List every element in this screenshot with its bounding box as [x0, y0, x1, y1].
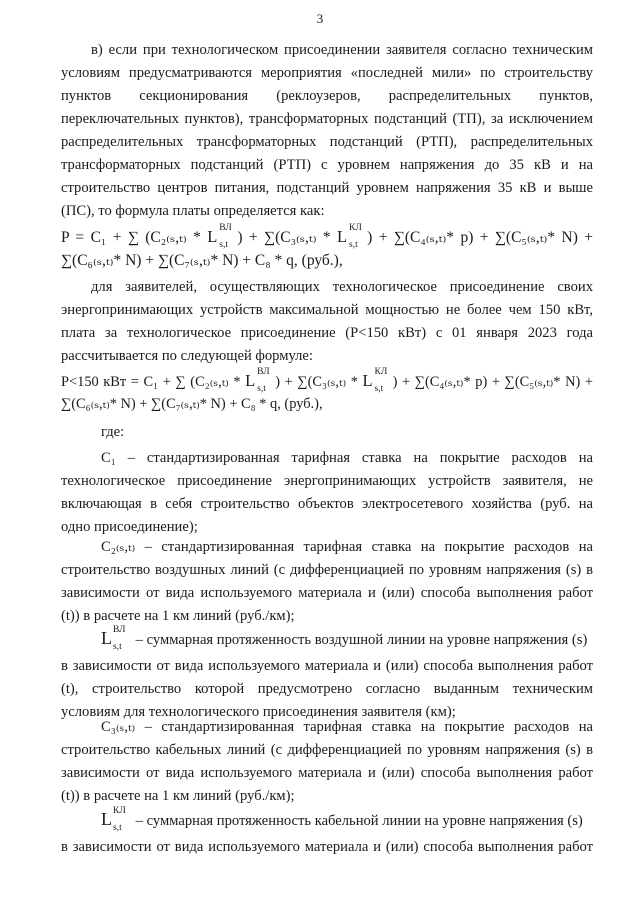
l-letter: L [101, 628, 112, 648]
text-line: для заявителей, осуществляющих технологическое присоединение своих [91, 279, 593, 295]
sub-st: s,t [113, 642, 122, 652]
text-line: зависимости от вида используемого материала и (или) способа выполнения работ [61, 765, 593, 781]
text-line: условиям предусматриваются мероприятия «последней мили» по строительству [61, 65, 593, 81]
sub-st: s,t [113, 823, 122, 833]
sup-vl: ВЛ [113, 625, 126, 635]
formula-part: ) + ∑(C₄₍ₛ,ₜ₎* p) + ∑(C₅₍ₛ,ₜ₎* N) + [367, 229, 593, 246]
sub-st: s,t [374, 384, 384, 394]
text-line: C₂₍ₛ,ₜ₎ – стандартизированная тарифная ставка на покрытие расходов на [101, 539, 593, 555]
definition-l-vl [61, 627, 593, 724]
formula-1 [61, 225, 593, 273]
text-line: технологическое присоединение энергопринимающих устройств заявителя, не [61, 473, 593, 489]
l-letter: L [207, 227, 218, 246]
text-line: включающая в себя строительство объектов электросетевого хозяйства (руб. на [61, 496, 593, 512]
sub-st: s,t [257, 384, 266, 394]
paragraph-v [61, 39, 593, 223]
definition-c3 [61, 716, 593, 808]
text-line [61, 808, 593, 836]
definition-c2 [61, 536, 593, 628]
sub-st: s,t [219, 240, 228, 250]
sup-vl: ВЛ [257, 367, 270, 377]
text-line: в зависимости от вида используемого материала и (или) способа выполнения работ [61, 839, 593, 855]
text-line: энергопринимающих устройств максимальной мощностью не более чем 150 кВт, [61, 302, 593, 318]
definition-l-kl [61, 808, 593, 859]
text-line: условиям для технологического присоединения заявителя (км); [61, 704, 456, 720]
l-vl-symbol [207, 225, 237, 248]
l-letter: L [337, 227, 348, 246]
l-kl-symbol [337, 225, 367, 248]
text-line: одно присоединение); [61, 519, 198, 535]
text-line: где: [101, 424, 125, 440]
text-line: распределительных трансформаторных подстанций (РТП), распределительных [61, 134, 593, 150]
formula-line: ∑(C₆₍ₛ,ₜ₎* N) + ∑(C₇₍ₛ,ₜ₎* N) + C₈ * q, (руб.), [61, 396, 323, 412]
text-line: (t)) в расчете на 1 км линий (руб./км); [61, 788, 295, 804]
text-line: трансформаторных подстанций (РТП) с уровнем напряжения до 35 кВ и на [61, 157, 593, 173]
text-line: (t)) в расчете на 1 км линий (руб./км); [61, 608, 295, 624]
l-letter: L [245, 371, 256, 390]
formula-part: ) + ∑(C₃₍ₛ,ₜ₎ * [275, 374, 363, 390]
sup-kl: КЛ [113, 806, 126, 816]
l-kl-symbol [101, 808, 132, 831]
sub-st: s,t [349, 240, 358, 250]
l-letter: L [101, 809, 112, 829]
page-number: 3 [316, 11, 324, 26]
definition-text: – суммарная протяженность кабельной линии на уровне напряжения (s) [135, 813, 583, 829]
text-line: (ПС), то формула платы определяется как: [61, 203, 325, 219]
text-line: C₃₍ₛ,ₜ₎ – стандартизированная тарифная ставка на покрытие расходов на [101, 719, 593, 735]
text-line: C₁ – стандартизированная тарифная ставка на покрытие расходов на [101, 450, 593, 466]
where-label [61, 421, 593, 444]
l-letter: L [362, 371, 373, 390]
sup-vl: ВЛ [219, 223, 232, 233]
text-line: в) если при технологическом присоединении заявителя согласно техническим [91, 42, 593, 58]
text-line [61, 627, 593, 655]
l-vl-symbol [245, 369, 275, 392]
l-vl-symbol [101, 627, 132, 650]
sup-kl: КЛ [374, 367, 388, 377]
paragraph-applicants [61, 276, 593, 368]
formula-part: ) + ∑(C₄₍ₛ,ₜ₎* p) + ∑(C₅₍ₛ,ₜ₎* N) + [392, 374, 593, 390]
formula-part: ) + ∑(C₃₍ₛ,ₜ₎ * [237, 229, 338, 246]
text-line: зависимости от вида используемого материала и (или) способа выполнения работ [61, 585, 593, 601]
formula-part: P<150 кВт = C₁ + ∑ (C₂₍ₛ,ₜ₎ * [61, 374, 246, 390]
text-line: (t), строительство которой предусмотрено согласно выданным техническим [61, 681, 593, 697]
sup-kl: КЛ [349, 223, 362, 233]
definition-c1 [61, 447, 593, 539]
text-line: строительство кабельных линий (с дифференциацией по уровням напряжения (s) в [61, 742, 593, 758]
formula-line [61, 369, 593, 393]
text-line: плата за технологическое присоединение (P<150 кВт) с 01 января 2023 года [61, 325, 593, 341]
text-line: строительство воздушных линий (с дифференциацией по уровням напряжения (s) в [61, 562, 593, 578]
formula-line [61, 225, 593, 249]
formula-2 [61, 369, 593, 417]
text-line: в зависимости от вида используемого материала и (или) способа выполнения работ [61, 658, 593, 674]
text-line: рассчитывается по следующей формуле: [61, 348, 313, 364]
text-line: пунктов секционирования (реклоузеров, распределительных пунктов, [61, 88, 593, 104]
text-line: переключательных пунктов), трансформаторных подстанций (ТП), за исключением [61, 111, 593, 127]
formula-part: P = C₁ + ∑ (C₂₍ₛ,ₜ₎ * [61, 229, 208, 246]
text-line: строительство центров питания, подстанций уровнем напряжения 35 кВ и выше [61, 180, 593, 196]
definition-text: – суммарная протяженность воздушной линии на уровне напряжения (s) [135, 632, 588, 648]
formula-line: ∑(C₆₍ₛ,ₜ₎* N) + ∑(C₇₍ₛ,ₜ₎* N) + C₈ * q, (руб.), [61, 252, 343, 269]
l-kl-symbol [363, 369, 393, 392]
